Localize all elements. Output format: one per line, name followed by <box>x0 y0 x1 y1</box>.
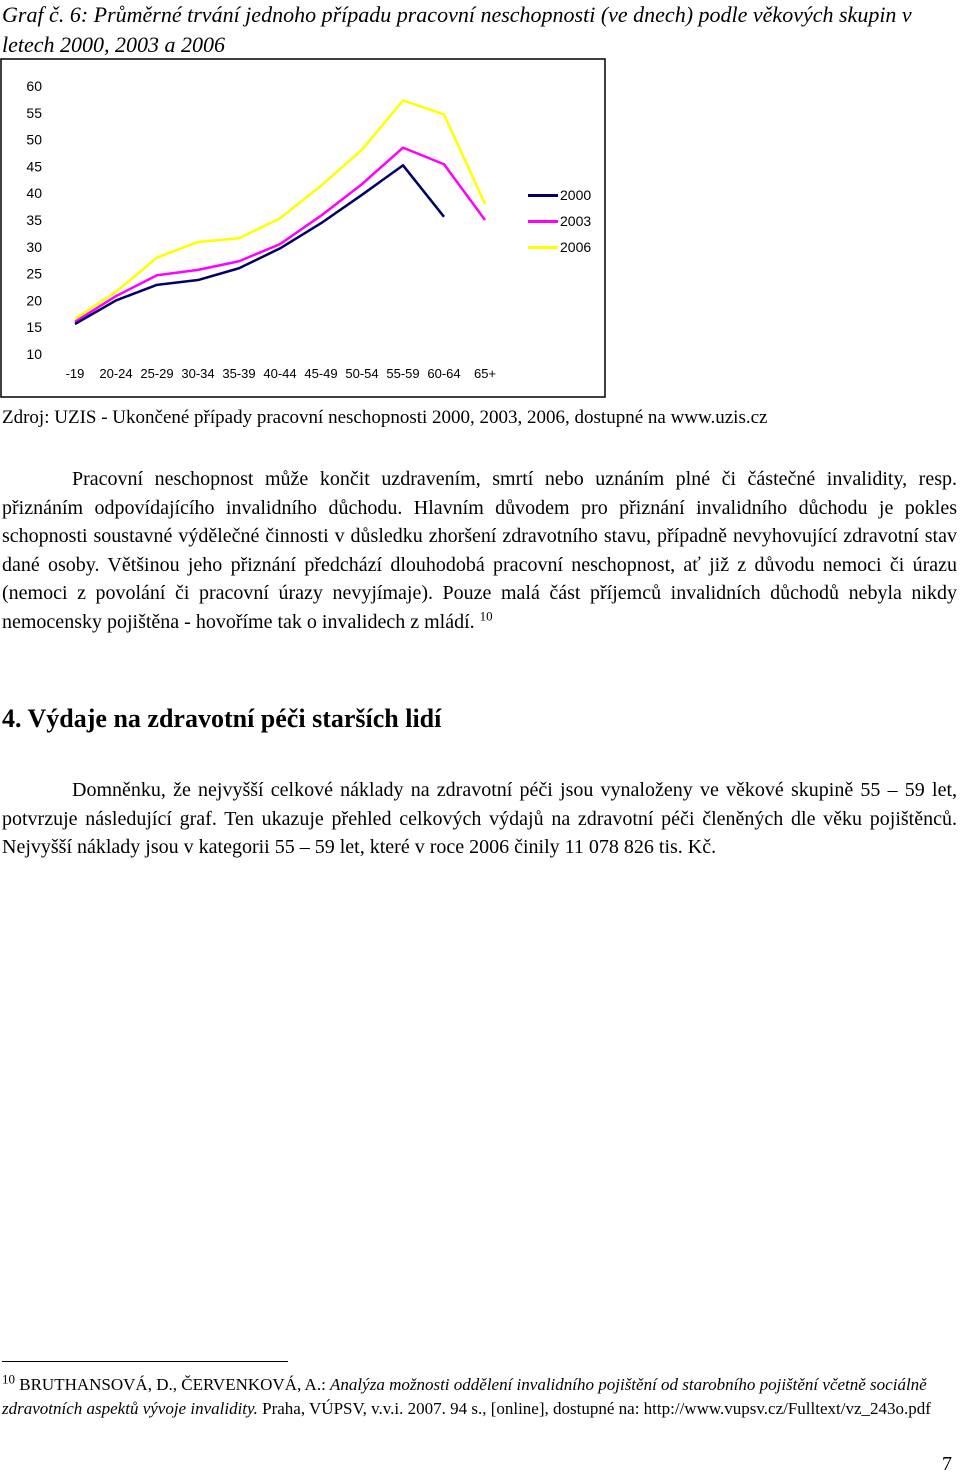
legend-item-2003 <box>528 208 591 234</box>
paragraph-incapacity <box>2 465 957 636</box>
x-tick-label: 30-34 <box>181 366 215 381</box>
y-tick-label: 50 <box>26 131 42 148</box>
caption-text: Průměrné trvání jednoho případu pracovní neschopnosti (ve dnech) podle věkových skupin v letech 2000, 2003 a 2006 <box>2 2 912 57</box>
y-tick-label: 40 <box>26 185 42 202</box>
y-axis-ticks <box>26 78 42 362</box>
line-chart <box>0 58 606 398</box>
section-heading: 4. Výdaje na zdravotní péči starších lidí <box>2 704 442 733</box>
chart-container <box>0 58 606 398</box>
figure-caption <box>2 0 952 60</box>
legend-swatch <box>528 246 558 249</box>
chart-legend <box>528 182 591 260</box>
footnote-url[interactable]: http://www.vupsv.cz/Fulltext/vz_243o.pdf <box>643 1398 931 1418</box>
paragraph-expenses <box>2 776 957 862</box>
paragraph-text: Domněnku, že nejvyšší celkové náklady na zdravotní péči jsou vynaloženy ve věkové skupině 55 – 59 let, potvrzuje následující graf. Ten ukazuje přehled celkových výdajů na zdravotní péči členěných dle věku pojištěnců. Nejvyšší náklady jsou v kategorii 55 – 59 let, které v roce 2006 činily 11 078 826 tis. Kč. <box>2 779 957 858</box>
x-tick-label: 25-29 <box>140 366 174 381</box>
y-tick-label: 20 <box>26 292 42 309</box>
y-tick-label: 30 <box>26 238 42 255</box>
y-tick-label: 60 <box>26 78 42 94</box>
footnote-title: Analýza možnosti oddělení invalidního pojištění od starobního pojištění včetně sociálně zdravotních aspektů vývoje invalidity. <box>2 1375 927 1418</box>
y-tick-label: 10 <box>26 346 42 362</box>
x-tick-label: 45-49 <box>304 366 338 381</box>
footnote-number: 10 <box>2 1371 15 1387</box>
page-number: 7 <box>942 1453 952 1475</box>
legend-item-2000 <box>528 182 591 208</box>
footnote-ref: 10 <box>479 607 493 623</box>
paragraph-text: Pracovní neschopnost může končit uzdravením, smrtí nebo uznáním plné či částečné invalidity, resp. přiznáním odpovídajícího invalidního důchodu. Hlavním důvodem pro přiznání invalidního důchodu je pokles schopnosti soustavné výdělečné činnosti v důsledku zhoršení zdravotního stavu, případně nevyhovující zdravotní stav dané osoby. Většinou jeho přiznání předchází dlouhodobá pracovní neschopnost, ať již z důvodu nemoci či úrazu (nemoci z povolání či pracovní úrazy nevyjímaje). Pouze malá část příjemců invalidních důchodů nebyla nikdy nemocensky pojištěna - hovoříme tak o invalidech z mládí. <box>2 468 957 633</box>
y-tick-label: 15 <box>26 319 42 336</box>
y-tick-label: 55 <box>26 104 42 121</box>
y-tick-label: 25 <box>26 265 42 282</box>
x-tick-label: 60-64 <box>427 366 461 381</box>
legend-label: 2006 <box>560 239 592 255</box>
x-tick-label: 55-59 <box>386 366 420 381</box>
x-tick-label: 40-44 <box>263 366 297 381</box>
footnote <box>2 1373 958 1420</box>
chart-source: Zdroj: UZIS - Ukončené případy pracovní neschopnosti 2000, 2003, 2006, dostupné na www.uzis.cz <box>2 407 768 428</box>
caption-label: Graf č. 6: <box>2 2 89 27</box>
footnote-authors: BRUTHANSOVÁ, D., ČERVENKOVÁ, A.: <box>19 1375 326 1394</box>
legend-swatch <box>528 194 558 197</box>
x-tick-label: 65+ <box>473 366 497 381</box>
x-tick-label: 35-39 <box>222 366 256 381</box>
footnote-publisher: Praha, VÚPSV, v.v.i. 2007. 94 s., [online], dostupné na: <box>262 1398 640 1418</box>
footnote-divider <box>2 1361 288 1362</box>
legend-swatch <box>528 220 558 223</box>
legend-item-2006 <box>528 234 591 260</box>
legend-label: 2003 <box>560 213 592 229</box>
x-axis-ticks <box>66 366 496 381</box>
x-tick-label: 20-24 <box>99 366 133 381</box>
y-tick-label: 35 <box>26 212 42 228</box>
legend-label: 2000 <box>560 187 592 203</box>
y-tick-label: 45 <box>26 158 42 175</box>
x-tick-label: 50-54 <box>345 366 379 381</box>
x-tick-label: -19 <box>65 366 85 381</box>
